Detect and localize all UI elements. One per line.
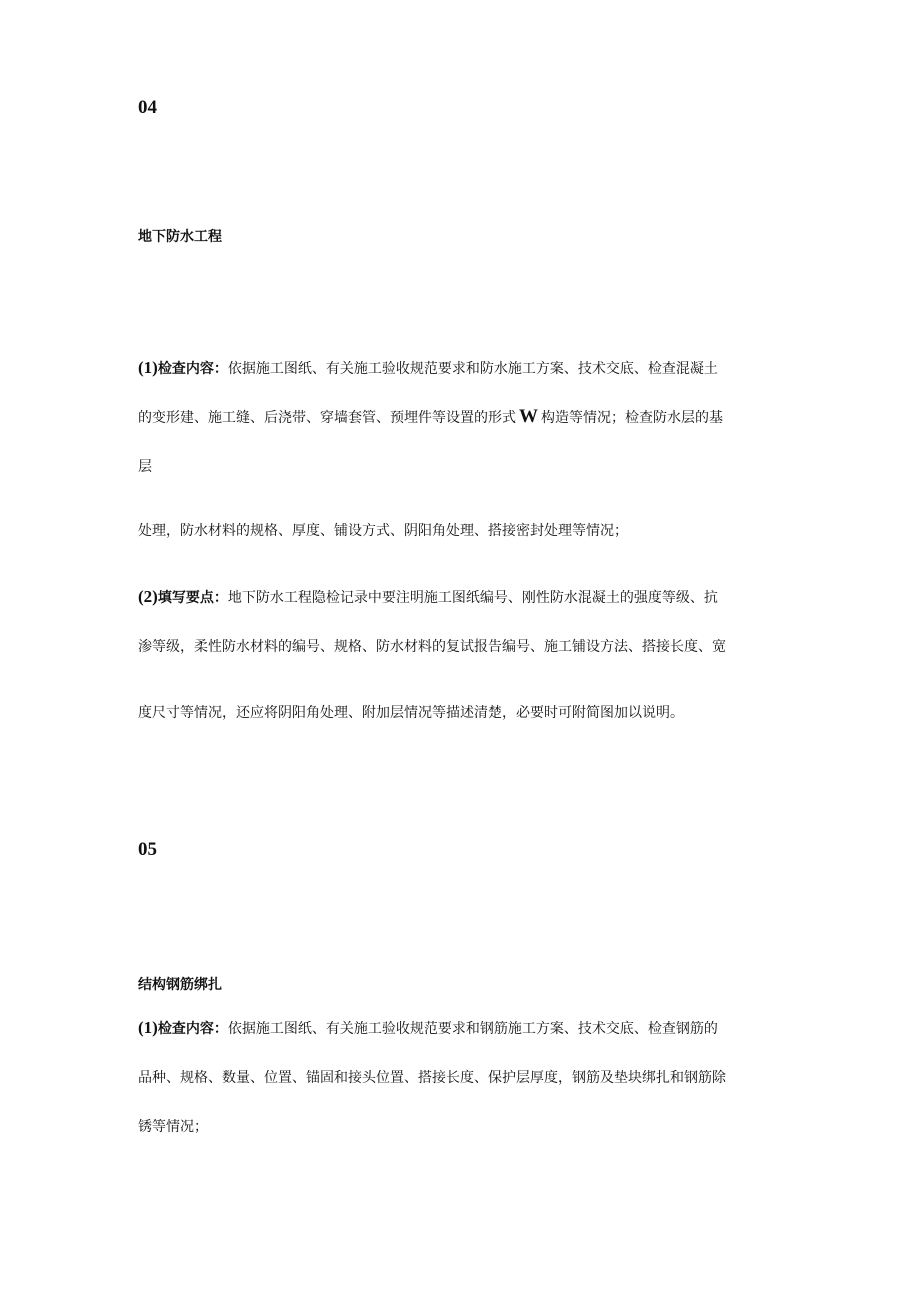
paragraph-line: 度尺寸等情况，还应将阴阳角处理、附加层情况等描述清楚，必要时可附简图加以说明。	[138, 705, 684, 721]
item-label: 检查内容：	[157, 361, 228, 377]
item-number: (1)	[138, 358, 158, 377]
item-label: 填写要点：	[157, 590, 228, 606]
paragraph-line	[138, 407, 723, 428]
section-number: 04	[138, 97, 157, 118]
paragraph-line	[138, 1018, 718, 1039]
section-number: 05	[138, 839, 157, 860]
inline-mark: W	[519, 406, 538, 427]
item-number: (1)	[138, 1018, 158, 1037]
item-text: 构造等情况；检查防水层的基	[541, 410, 723, 426]
item-text: 依据施工图纸、有关施工验收规范要求和钢筋施工方案、技术交底、检查钢筋的	[227, 1021, 718, 1037]
section-title: 结构钢筋绑扎	[138, 977, 222, 993]
paragraph-line: 处理，防水材料的规格、厚度、铺设方式、阴阳角处理、搭接密封处理等情况；	[138, 523, 628, 539]
paragraph-line: 锈等情况；	[138, 1119, 208, 1135]
item-number: (2)	[138, 587, 158, 606]
paragraph-line: 层	[138, 459, 152, 475]
item-text: 地下防水工程隐检记录中要注明施工图纸编号、刚性防水混凝土的强度等级、抗	[227, 590, 718, 606]
paragraph-line: 渗等级，柔性防水材料的编号、规格、防水材料的复试报告编号、施工铺设方法、搭接长度、宽	[138, 639, 726, 655]
paragraph-line: 品种、规格、数量、位置、锚固和接头位置、搭接长度、保护层厚度，钢筋及垫块绑扎和钢筋除	[138, 1070, 726, 1086]
section-title: 地下防水工程	[138, 229, 222, 245]
paragraph-line	[138, 358, 718, 379]
item-text: 依据施工图纸、有关施工验收规范要求和防水施工方案、技术交底、检查混凝土	[227, 361, 718, 377]
paragraph-line	[138, 587, 718, 608]
item-label: 检查内容：	[157, 1021, 228, 1037]
item-text: 的变形建、施工缝、后浇带、穿墙套管、预埋件等设置的形式	[138, 410, 516, 426]
